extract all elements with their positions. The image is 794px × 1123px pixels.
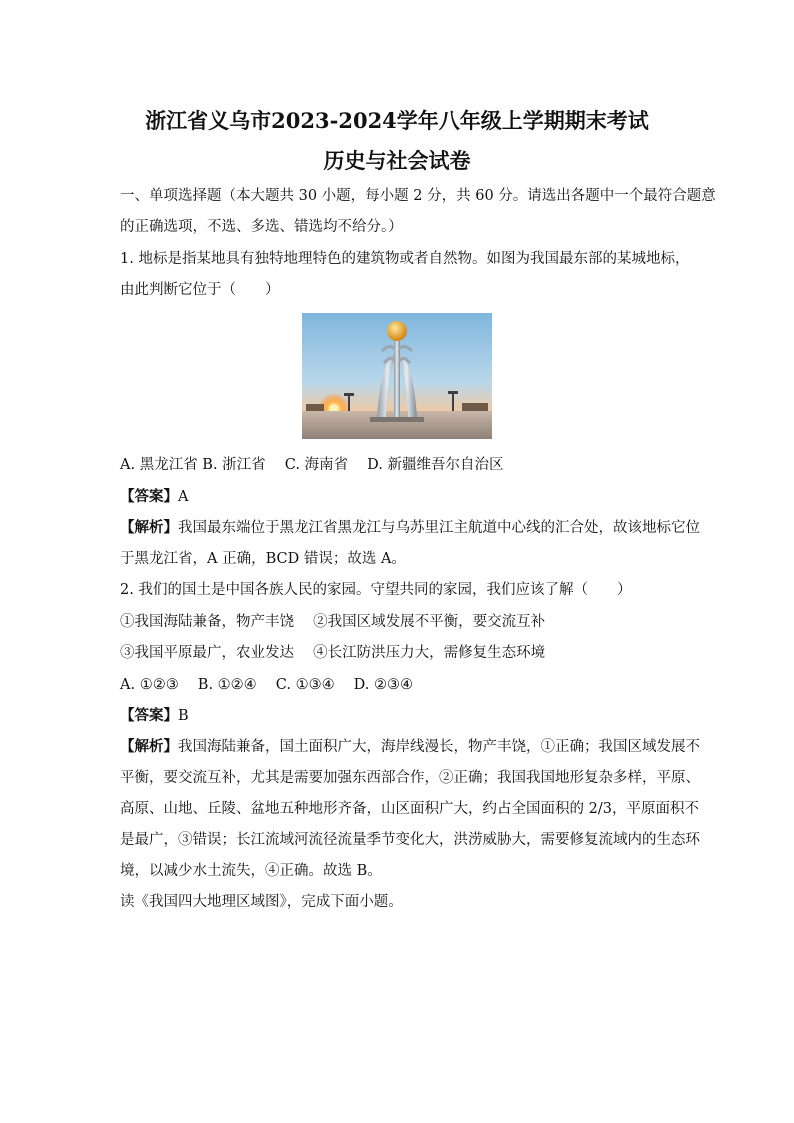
next-questions-intro: 读《我国四大地理区域图》，完成下面小题。 (120, 894, 403, 910)
q2-options: A. ①②③ B. ①②④ C. ①③④ D. ②③④ (120, 677, 414, 693)
q2-analysis-line-2: 平衡，要交流互补，尤其是需要加强东西部合作，②正确；我国我国地形复杂多样，平原、 (120, 770, 700, 786)
q1-answer-value: A (178, 489, 189, 505)
q2-analysis-label: 【解析】 (120, 738, 178, 755)
q2-answer (120, 706, 189, 726)
q2-answer-label: 【答案】 (120, 707, 178, 724)
q2-analysis-line-3: 高原、山地、丘陵、盆地五种地形齐备，山区面积广大，约占全国面积的 2/3，平原面积不 (120, 801, 699, 817)
q2-answer-value: B (178, 708, 189, 724)
exam-title: 浙江省义乌市2023-2024学年八年级上学期期末考试 (145, 108, 649, 133)
q2-statement-line-1: ①我国海陆兼备，物产丰饶 ②我国区域发展不平衡，要交流互补 (120, 614, 546, 630)
q1-answer (120, 487, 188, 507)
landmark-sculpture-image (302, 313, 492, 439)
q1-analysis-text-1: 我国最东端位于黑龙江省黑龙江与乌苏里江主航道中心线的汇合处，故该地标它位 (178, 520, 700, 536)
q1-stem-line-1: 1. 地标是指某地具有独特地理特色的建筑物或者自然物。如图为我国最东部的某城地标， (120, 251, 690, 267)
q2-analysis-line-5: 境，以减少水土流失，④正确。故选 B。 (120, 863, 382, 879)
exam-subtitle: 历史与社会试卷 (323, 148, 471, 173)
section-header-line-1: 一、单项选择题（本大题共 30 小题，每小题 2 分，共 60 分。请选出各题中一个最符合题意 (120, 188, 716, 204)
q1-stem-line-2: 由此判断它位于（ ） (120, 282, 280, 298)
q1-analysis-line-1 (120, 518, 700, 538)
q2-analysis-line-1 (120, 737, 700, 757)
q1-answer-label: 【答案】 (120, 488, 178, 505)
q1-analysis-label: 【解析】 (120, 519, 178, 536)
q2-analysis-text-1: 我国海陆兼备，国土面积广大，海岸线漫长，物产丰饶，①正确；我国区域发展不 (178, 739, 700, 755)
q1-options: A. 黑龙江省 B. 浙江省 C. 海南省 D. 新疆维吾尔自治区 (120, 457, 504, 473)
q2-statement-line-2: ③我国平原最广，农业发达 ④长江防洪压力大，需修复生态环境 (120, 645, 546, 661)
q1-analysis-line-2: 于黑龙江省，A 正确，BCD 错误；故选 A。 (120, 551, 406, 567)
section-header-line-2: 的正确选项，不选、多选、错选均不给分。） (120, 219, 403, 235)
landmark-photo (302, 313, 492, 439)
q2-stem-line-1: 2. 我们的国土是中国各族人民的家园。守望共同的家园，我们应该了解（ ） (120, 582, 632, 598)
q2-analysis-line-4: 是最广，③错误；长江流域河流径流量季节变化大，洪涝威胁大，需要修复流域内的生态环 (120, 832, 700, 848)
